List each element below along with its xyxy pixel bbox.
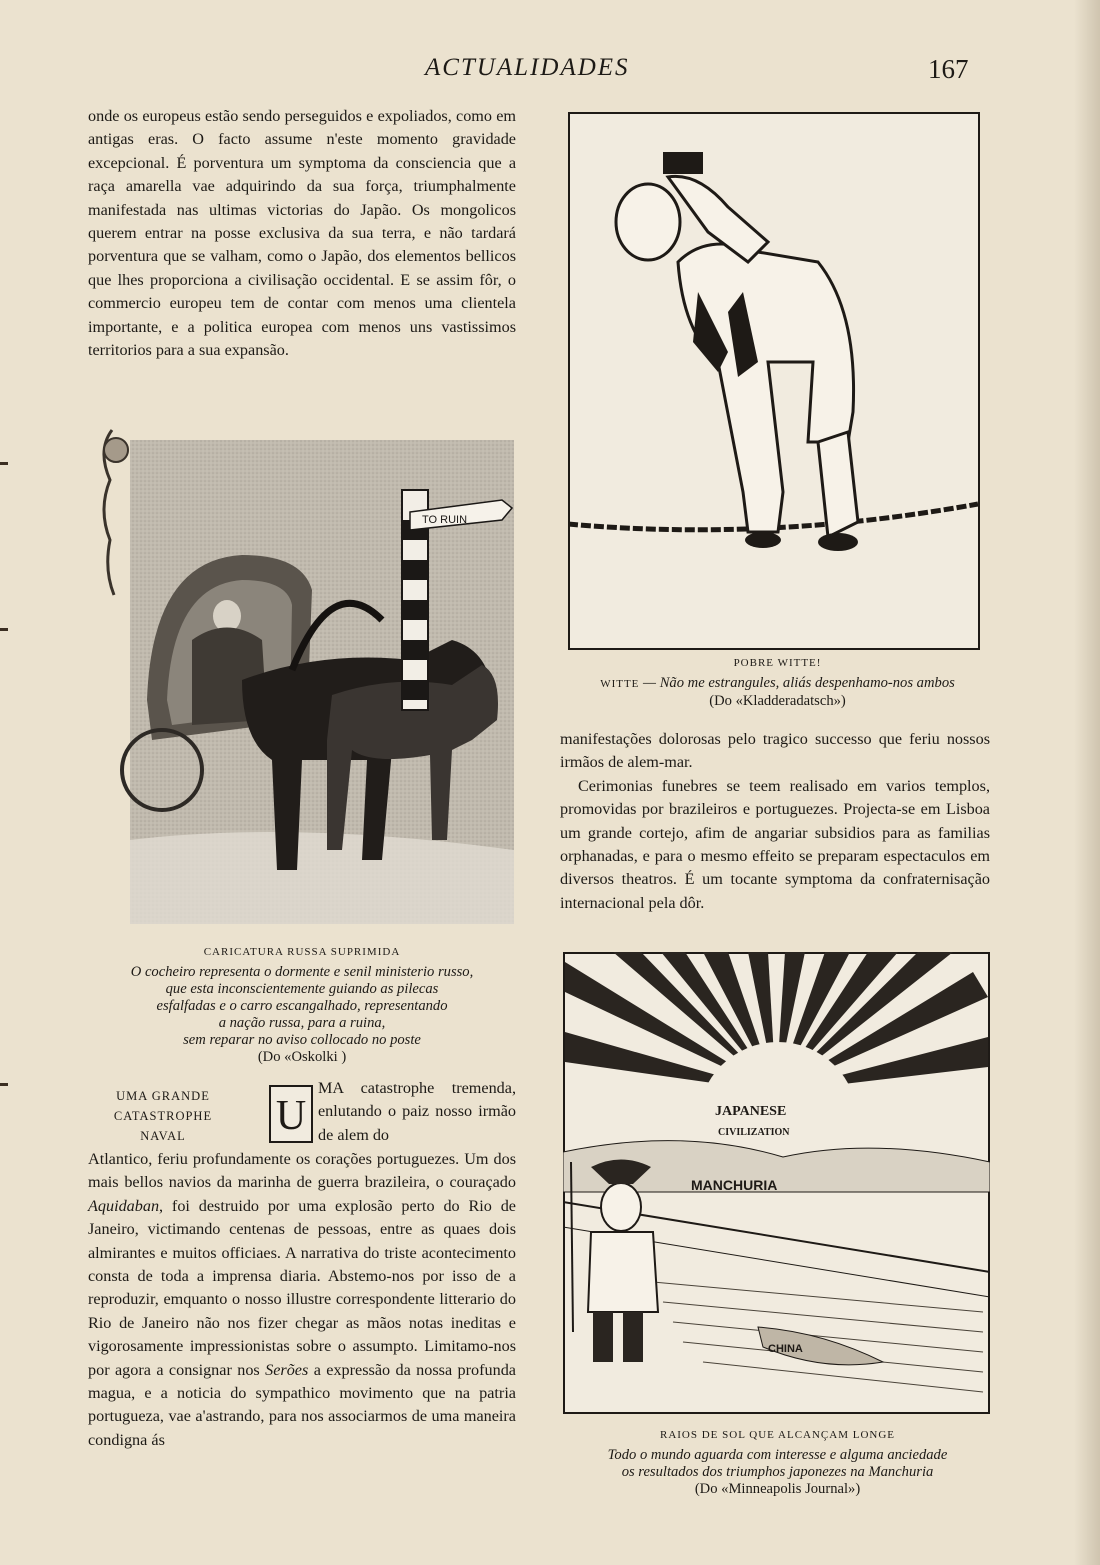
article-side-heading	[88, 1086, 238, 1146]
right-paragraph-2: Cerimonias funebres se teem realisado em varios templos, promovidas por brazileiros e portuguezes. Projecta-se em Lisboa um grande cortejo, afim de angariar subsidios para as familias orphanadas, e para o mesmo effeito se preparam espectaculos em diversos theatros. É um tocante symptoma da confraternisação internacional pela dôr.	[560, 776, 990, 912]
russian-caricature-illustration	[92, 420, 516, 925]
right-paragraph-1: manifestações dolorosas pelo tragico successo que feriu nossos irmãos de alem-mar.	[560, 730, 990, 772]
caption-line: Todo o mundo aguarda com interesse e alguma anciedade	[607, 1447, 948, 1463]
witte-cartoon-figure	[568, 112, 980, 650]
caption-title: CARICATURA RUSSA SUPRIMIDA	[203, 946, 401, 958]
side-heading-line: NAVAL	[140, 1129, 186, 1143]
caption-line: esfalfadas e o carro escangalhado, representando	[156, 998, 448, 1014]
article-first-lines	[318, 1077, 516, 1147]
side-heading-line: CATASTROPHE	[113, 1109, 213, 1123]
article-opening: MA catastrophe tremenda, enlutando o paiz nosso irmão de alem do	[318, 1079, 516, 1144]
japanese-civilization-figure	[563, 952, 990, 1414]
caption-title: RAIOS DE SOL QUE ALCANÇAM LONGE	[659, 1429, 895, 1441]
article-paragraph	[88, 1148, 516, 1452]
russian-caricature-caption	[88, 944, 516, 1066]
caption-line-wrap: WITTE — Não me estrangules, aliás despenhamo-nos ambos	[600, 675, 955, 691]
ship-name: Aquidaban	[88, 1196, 160, 1215]
page-edge-shadow	[1074, 0, 1100, 1565]
left-top-paragraph: onde os europeus estão sendo perseguidos e expoliados, como em antigas eras. O facto assume n'este momento gravidade excepcional. É porventura um symptoma da consciencia que a raça amarella vae adquirindo da sua força, triumphalmente manifestada nas ultimas victorias do Japão. Os mongolicos querem entrar na posse exclusiva da sua terra, e não tardará porventura que se valham, como o Japão, dos elementos bellicos que lhes proporciona a civilisação occidental. E se assim fôr, o commercio europeu tem de contar com menos uma clientela importante, e a politica europea com menos uns vastissimos territorios para a sua expansão.	[88, 107, 516, 360]
left-top-block	[88, 105, 516, 362]
right-text-block	[560, 728, 990, 915]
side-heading-line: UMA GRANDE	[116, 1089, 210, 1103]
witte-cartoon-caption	[555, 655, 1000, 710]
dropcap-ornament	[268, 1084, 314, 1144]
caption-source: (Do «Oskolki )	[257, 1049, 347, 1065]
road-sign-text: TO RUIN	[422, 514, 468, 526]
region-label-manchuria: MANCHURIA	[691, 1177, 778, 1193]
sun-text-civilization: CIVILIZATION	[718, 1127, 790, 1138]
article-text: , foi destruido por uma explosão perto do Rio de Janeiro, victimando centenas de pessoas, entre as quaes dois almirantes e muitos officiaes. A narrativa do triste acontecimento consta de toda a imprensa diaria. Abstemo-nos por isso de a reproduzir, emquanto o nosso illustre correspondente litterario do Rio de Janeiro não nos fizer chegar as mãos notas ineditas e vigorosamente impressionistas sobre o assumpto. Limitamo-nos por agora a consignar nos	[88, 1196, 516, 1379]
caption-speaker: WITTE	[600, 678, 640, 690]
margin-mark	[0, 462, 8, 465]
page-number: 167	[928, 54, 969, 84]
russian-caricature-figure	[92, 420, 516, 925]
magazine-name: Serões	[265, 1360, 309, 1379]
caption-line: os resultados dos triumphos japonezes na Manchuria	[621, 1464, 934, 1480]
caption-title: POBRE WITTE!	[733, 657, 822, 669]
margin-mark	[0, 1083, 8, 1086]
sun-text-japanese: JAPANESE	[715, 1104, 787, 1119]
caption-line: que esta inconscientemente guiando as pilecas	[165, 981, 439, 997]
caption-line: Não me estrangules, aliás despenhamo-nos ambos	[659, 675, 955, 691]
article-text: a expressão da nossa profunda magua, e a noticia do sympathico movimento que na patria portugueza, vae a'astrando, para nos associarmos de uma maneira condigna ás	[88, 1360, 516, 1449]
margin-mark	[0, 628, 8, 631]
running-head	[0, 54, 1100, 94]
caption-line: O cocheiro representa o dormente e senil ministerio russo,	[130, 964, 474, 980]
dropcap-initial	[268, 1084, 314, 1144]
caption-source: (Do «Kladderadatsch»)	[709, 693, 846, 709]
article-text: Atlantico, feriu profundamente os corações portuguezes. Um dos mais bellos navios da marinha de guerra brazileira, o couraçado	[88, 1150, 516, 1192]
japanese-civilization-caption	[555, 1427, 1000, 1498]
running-title: ACTUALIDADES	[425, 54, 630, 81]
dropcap-letter: U	[275, 1093, 307, 1139]
article-body	[88, 1148, 516, 1452]
caption-line: sem reparar no aviso collocado no poste	[183, 1032, 421, 1048]
japanese-civilization-illustration	[563, 952, 990, 1414]
witte-cartoon-illustration	[568, 112, 980, 650]
caption-source: (Do «Minneapolis Journal»)	[694, 1481, 861, 1497]
caption-line: a nação russa, para a ruina,	[218, 1015, 386, 1031]
region-label-china: CHINA	[768, 1343, 803, 1355]
